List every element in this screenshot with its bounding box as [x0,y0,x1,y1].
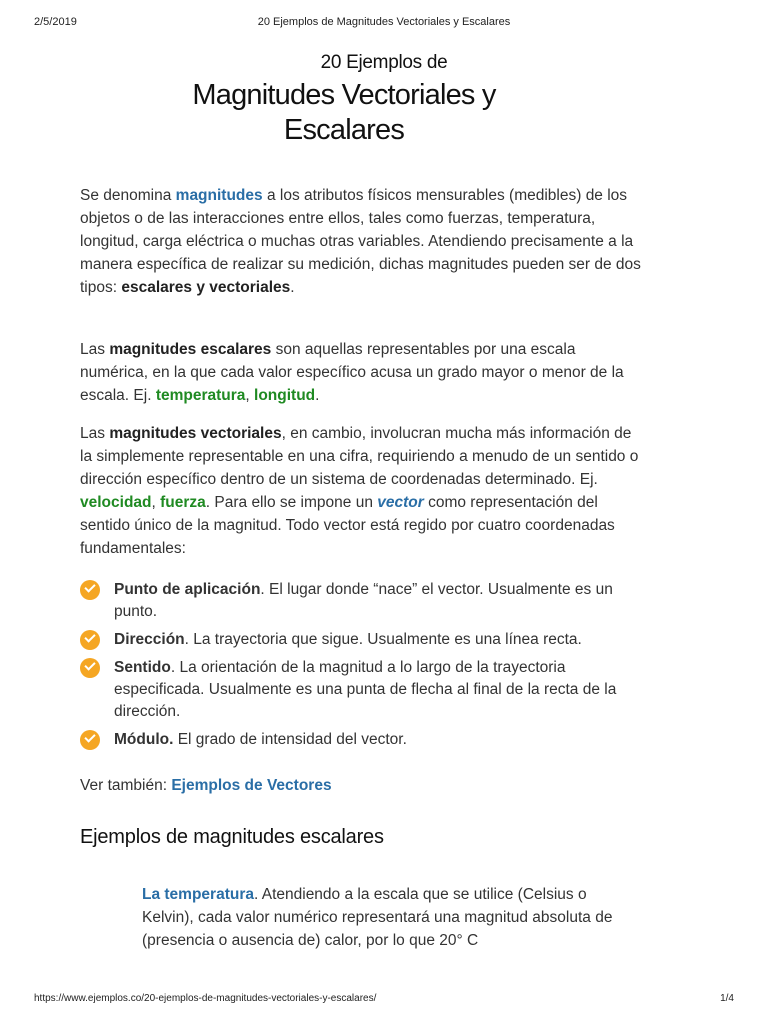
print-page-number: 1/4 [720,993,734,1004]
check-icon [80,630,100,650]
p3-text-c: . Para ello se impone un [205,494,378,511]
velocidad-link[interactable]: velocidad [80,494,152,511]
list-item [80,657,645,723]
p1-text-c: . [290,279,295,296]
list-item [80,579,645,623]
p1-bold: escalares y vectoriales [121,279,291,296]
list-text: . El lugar donde “nace” el vector. Usualmente es un punto. [114,581,613,620]
list-item [80,629,645,651]
section-heading: Ejemplos de magnitudes escalares [80,826,384,848]
magnitudes-link[interactable]: magnitudes [175,187,263,204]
p3-bold: magnitudes vectoriales [109,425,282,442]
p1-text-a: Se denomina [80,187,176,204]
p2-bold: magnitudes escalares [109,341,272,358]
longitud-link[interactable]: longitud [254,387,316,404]
print-header-title: 20 Ejemplos de Magnitudes Vectoriales y Escalares [257,16,511,28]
see-also-label: Ver también: [80,777,172,794]
example-text: . Atendiendo a la escala que se utilice (Celsius o Kelvin), cada valor numérico representará una magnitud absoluta de (presencia o ausencia de) calor, por lo que 20° C [142,886,613,949]
p2-text-a: Las [80,341,110,358]
print-footer-url: https://www.ejemplos.co/20-ejemplos-de-magnitudes-vectoriales-y-escalares/ [34,993,377,1004]
list-term: Dirección [114,631,185,648]
p2-text-b: son aquellas representables por una escala numérica, en la que cada valor específico acusa un grado mayor o menor de la escala. Ej. [80,341,624,404]
check-icon [80,580,100,600]
see-also [80,774,645,797]
ejemplos-de-vectores-link[interactable]: Ejemplos de Vectores [171,777,332,794]
print-date: 2/5/2019 [34,16,77,28]
check-icon [80,658,100,678]
p1-text-b: a los atributos físicos mensurables (medibles) de los objetos o de las interacciones entre ellos, tales como fuerzas, temperatura, longitud, carga eléctrica o muchas otras variables. Atendiendo precisamente a la manera específica de realizar su medición, dichas magnitudes pueden ser de dos tipos: [80,187,641,296]
p3-text-a: Las [80,425,110,442]
check-icon [80,730,100,750]
example-temperatura [142,883,642,952]
list-term: Punto de aplicación [114,581,261,598]
list-text: El grado de intensidad del vector. [173,731,407,748]
article-subtitle: 20 Ejemplos de [320,52,448,73]
list-text: . La orientación de la magnitud a lo largo de la trayectoria especificada. Usualmente es una punta de flecha al final de la recta de la dirección. [114,659,617,720]
la-temperatura-link[interactable]: La temperatura [142,886,254,903]
p2-text-c: . [315,387,320,404]
list-term: Sentido [114,659,171,676]
p3-text-b: , en cambio, involucran mucha más información de la simplemente representable en una cifra, requiriendo a menudo de un sentido o dirección específico dentro de un sistema de coordenadas determinado. Ej. [80,425,639,488]
p2-sep: , [245,387,255,404]
list-item [80,729,645,751]
p3-text-d: como representación del sentido único de la magnitud. Todo vector está regido por cuatro coordenadas fundamentales: [80,494,615,557]
list-text: . La trayectoria que sigue. Usualmente es una línea recta. [184,631,582,648]
scalar-paragraph [80,338,645,407]
fuerza-link[interactable]: fuerza [160,494,206,511]
p3-sep: , [151,494,161,511]
temperatura-link[interactable]: temperatura [155,387,246,404]
list-term: Módulo. [114,731,174,748]
vector-paragraph [80,422,645,560]
article-title: Magnitudes Vectoriales y Escalares [192,79,496,146]
vector-link[interactable]: vector [377,494,424,511]
intro-paragraph [80,184,645,299]
